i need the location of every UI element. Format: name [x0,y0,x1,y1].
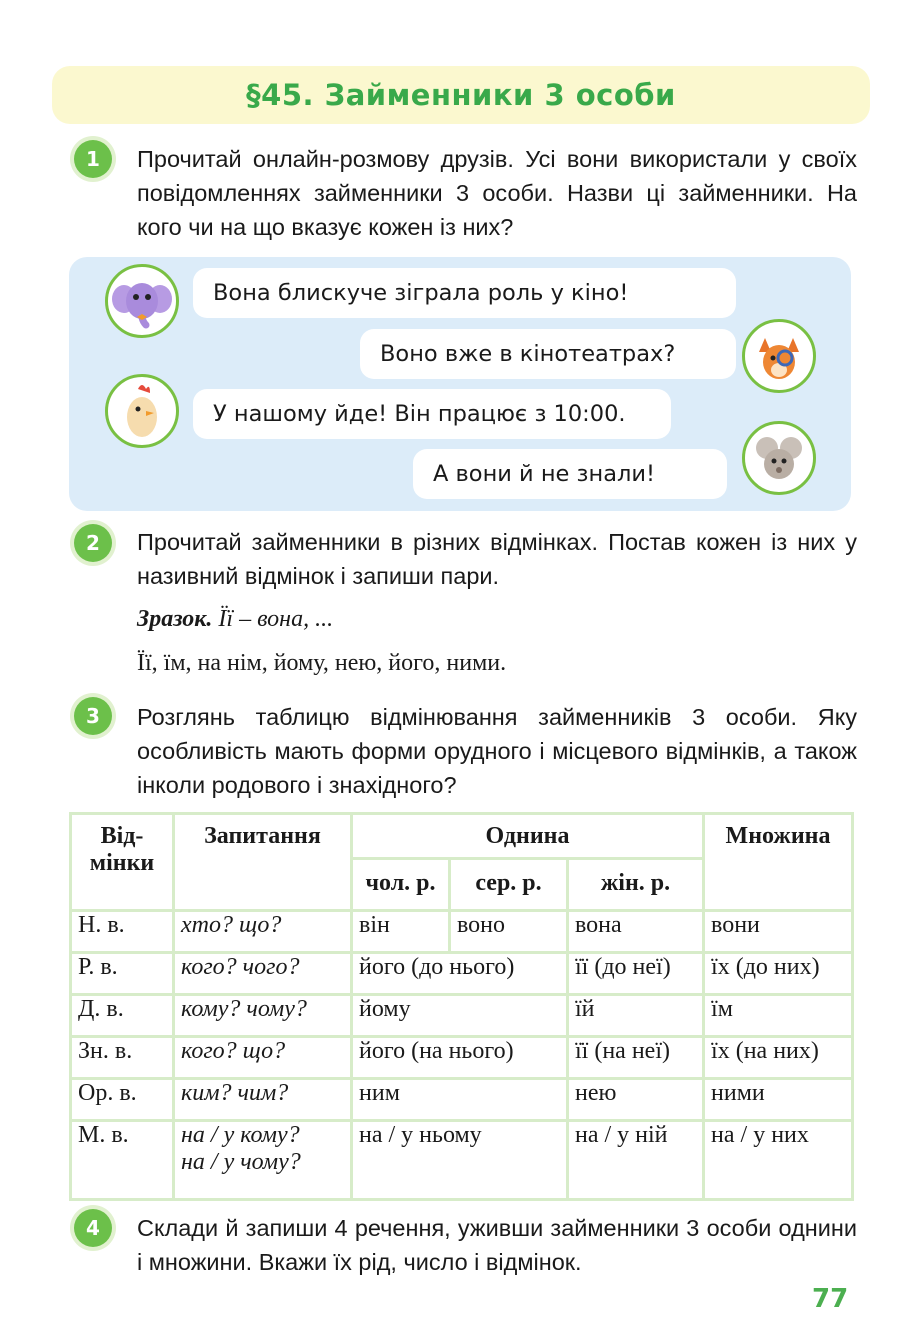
question-cell: на / у кому? на / у чому? [174,1121,352,1200]
sample-text: Її – вона, ... [218,606,334,632]
plural-cell: вони [704,911,853,953]
feminine-cell: їй [568,995,704,1037]
question-cell: хто? що? [174,911,352,953]
table-row [71,995,853,1037]
table-row [71,1079,853,1121]
plural-cell: ними [704,1079,853,1121]
header-case: Від- мінки [71,814,174,911]
sample-label: Зразок. [137,606,213,632]
masc-neut-cell: його (на нього) [352,1037,568,1079]
task-text: Розглянь таблицю відмінювання займенників 3 особи. Яку особливість мають форми орудного і місцевого відмінків, а також інколи родового і знахідного? [137,704,857,798]
header-masculine: чол. р. [352,859,450,911]
task-text: Склади й запиши 4 речення, уживши займенники 3 особи однини і множини. Вкажи їх рід, число і відмінок. [137,1215,857,1275]
fox-icon [747,324,811,388]
masc-neut-cell: ним [352,1079,568,1121]
mouse-avatar [742,421,816,495]
case-cell: М. в. [71,1121,174,1200]
header-feminine: жін. р. [568,859,704,911]
feminine-cell: на / у ній [568,1121,704,1200]
task-text: Прочитай займенники в різних відмінках. Постав кожен із них у називний відмінок і запиши пари. [137,529,857,589]
case-cell: Зн. в. [71,1037,174,1079]
header-question: Запитання [174,814,352,911]
task-number-badge: 3 [74,697,112,735]
elephant-avatar [105,264,179,338]
task-text: Прочитай онлайн-розмову друзів. Усі вони використали у своїх повідомленнях займенники 3 особи. Назви ці займенники. На кого чи на що вказує кожен із них? [137,146,857,240]
chat-message: Вона блискуче зіграла роль у кіно! [193,268,736,318]
declension-table [69,812,854,1201]
question-cell: кому? чому? [174,995,352,1037]
page-number: 77 [812,1284,849,1314]
feminine-cell: її (до неї) [568,953,704,995]
masculine-cell: він [352,911,450,953]
table-row [71,911,853,953]
neuter-cell: воно [450,911,568,953]
feminine-cell: нею [568,1079,704,1121]
question-cell: ким? чим? [174,1079,352,1121]
chat-message: У нашому йде! Він працює з 10:00. [193,389,671,439]
question-cell: кого? що? [174,1037,352,1079]
fox-avatar [742,319,816,393]
case-cell: Д. в. [71,995,174,1037]
question-cell: кого? чого? [174,953,352,995]
title-banner [52,66,870,124]
case-cell: Н. в. [71,911,174,953]
table-row [71,1121,853,1200]
header-plural: Множина [704,814,853,911]
header-singular: Однина [352,814,704,859]
sample-line [137,606,333,633]
page-title: §45. Займенники 3 особи [246,78,676,112]
masc-neut-cell: його (до нього) [352,953,568,995]
table-row [71,1037,853,1079]
pronoun-list: Її, їм, на нім, йому, нею, його, ними. [137,650,507,676]
elephant-icon [110,269,174,333]
task-number-badge: 2 [74,524,112,562]
chat-panel [69,257,851,511]
table-row [71,953,853,995]
plural-cell: їм [704,995,853,1037]
task-number-badge: 4 [74,1209,112,1247]
plural-cell: їх (до них) [704,953,853,995]
task-number-badge: 1 [74,140,112,178]
mouse-icon [747,426,811,490]
chat-message: Воно вже в кінотеатрах? [360,329,736,379]
feminine-cell: вона [568,911,704,953]
plural-cell: їх (на них) [704,1037,853,1079]
chat-message: А вони й не знали! [413,449,727,499]
case-cell: Р. в. [71,953,174,995]
masc-neut-cell: йому [352,995,568,1037]
header-neuter: сер. р. [450,859,568,911]
feminine-cell: її (на неї) [568,1037,704,1079]
chicken-avatar [105,374,179,448]
case-cell: Ор. в. [71,1079,174,1121]
masc-neut-cell: на / у ньому [352,1121,568,1200]
chicken-icon [110,379,174,443]
plural-cell: на / у них [704,1121,853,1200]
